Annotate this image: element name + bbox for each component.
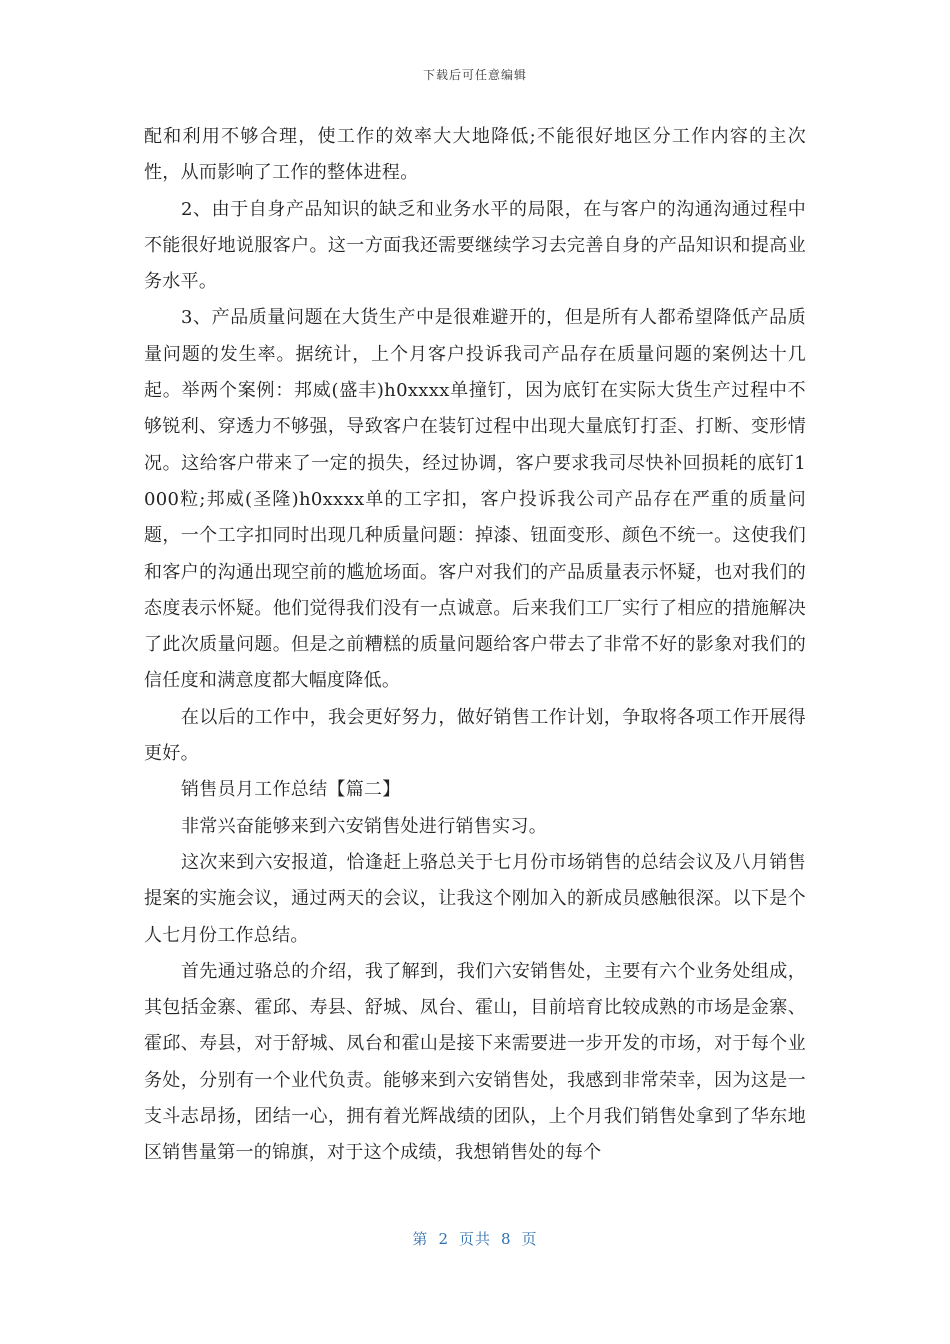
paragraph: 3、产品质量问题在大货生产中是很难避开的，但是所有人都希望降低产品质量问题的发生率。据统计，上个月客户投诉我司产品存在质量问题的案例达十几起。举两个案例：邦威(盛丰)h0xxxx单撞钉，因为底钉在实际大货生产过程中不够锐利、穿透力不够强，导致客户在装钉过程中出现大量底钉打歪、打断、变形情况。这给客户带来了一定的损失，经过协调，客户要求我司尽快补回损耗的底钉1000粒;邦威(圣隆)h0xxxx单的工字扣，客户投诉我公司产品存在严重的质量问题，一个工字扣同时出现几种质量问题：掉漆、钮面变形、颜色不统一。这使我们和客户的沟通出现空前的尴尬场面。客户对我们的产品质量表示怀疑，也对我们的态度表示怀疑。他们觉得我们没有一点诚意。后来我们工厂实行了相应的措施解决了此次质量问题。但是之前糟糕的质量问题给客户带去了非常不好的影象对我们的信任度和满意度都大幅度降低。 <box>144 307 806 692</box>
paragraph: 2、由于自身产品知识的缺乏和业务水平的局限，在与客户的沟通沟通过程中不能很好地说服客户。这一方面我还需要继续学习去完善自身的产品知识和提高业务水平。 <box>144 198 806 293</box>
footer-prefix: 第 <box>412 1230 429 1248</box>
footer-suffix: 页 <box>521 1230 538 1248</box>
footer-current-page: 2 <box>438 1230 449 1248</box>
page-footer <box>0 1228 950 1249</box>
footer-total-pages: 8 <box>501 1230 512 1248</box>
paragraph: 非常兴奋能够来到六安销售处进行销售实习。 <box>181 815 547 837</box>
document-body <box>144 119 806 1172</box>
paragraph: 在以后的工作中，我会更好努力，做好销售工作计划，争取将各项工作开展得更好。 <box>144 706 806 765</box>
page-header-note: 下载后可任意编辑 <box>422 68 527 82</box>
paragraph: 这次来到六安报道，恰逢赶上骆总关于七月份市场销售的总结会议及八月销售提案的实施会议，通过两天的会议，让我这个刚加入的新成员感触很深。以下是个人七月份工作总结。 <box>144 851 806 946</box>
paragraph: 配和利用不够合理，使工作的效率大大地降低;不能很好地区分工作内容的主次性，从而影响了工作的整体进程。 <box>144 126 806 184</box>
footer-middle: 页共 <box>458 1230 491 1248</box>
section-heading: 销售员月工作总结【篇二】 <box>181 779 401 801</box>
paragraph: 首先通过骆总的介绍，我了解到，我们六安销售处，主要有六个业务处组成，其包括金寨、霍邱、寿县、舒城、凤台、霍山，目前培育比较成熟的市场是金寨、霍邱、寿县，对于舒城、凤台和霍山是接下来需要进一步开发的市场，对于每个业务处，分别有一个业代负责。能够来到六安销售处，我感到非常荣幸，因为这是一支斗志昂扬，团结一心，拥有着光辉战绩的团队，上个月我们销售处拿到了华东地区销售量第一的锦旗，对于这个成绩，我想销售处的每个 <box>144 960 806 1164</box>
